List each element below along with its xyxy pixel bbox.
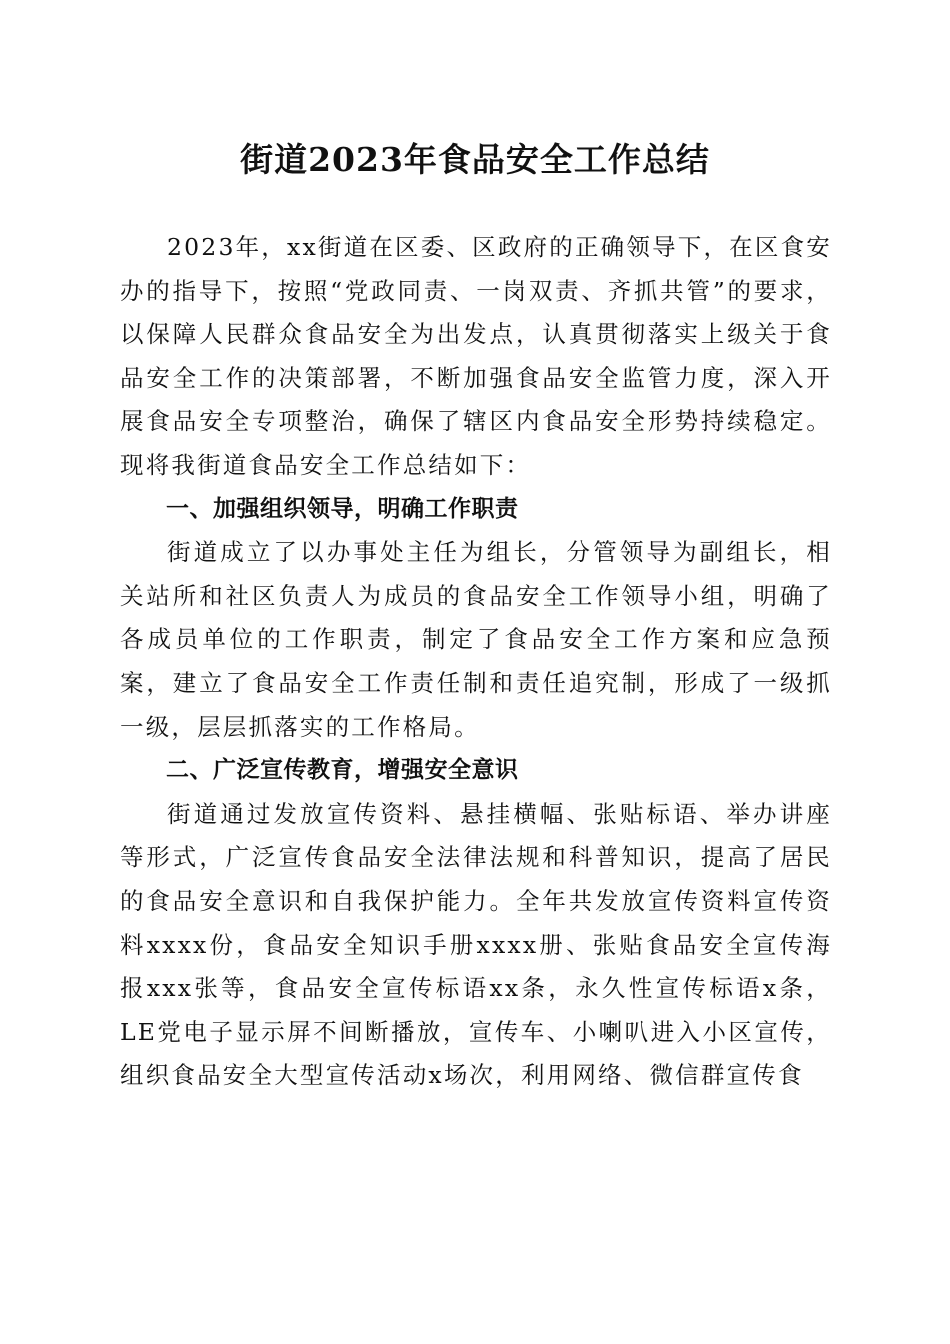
document-title: 街道2023年食品安全工作总结 — [240, 140, 710, 179]
section-2-heading: 二、广泛宣传教育，增强安全意识 — [166, 757, 519, 784]
document-body — [120, 226, 832, 1098]
section-2-paragraph: 街道通过发放宣传资料、悬挂横幅、张贴标语、举办讲座等形式，广泛宣传食品安全法律法规和科普知识，提高了居民的食品安全意识和自我保护能力。全年共发放宣传资料宣传资料xxxx份，食品安全知识手册xxxx册、张贴食品安全宣传海报xxx张等，食品安全宣传标语xx条，永久性宣传标语x条，LE党电子显示屏不间断播放，宣传车、小喇叭进入小区宣传，组织食品安全大型宣传活动x场次，利用网络、微信群宣传食 — [120, 799, 832, 1090]
section-1-paragraph: 街道成立了以办事处主任为组长，分管领导为副组长，相关站所和社区负责人为成员的食品安全工作领导小组，明确了各成员单位的工作职责，制定了食品安全工作方案和应急预案，建立了食品安全工作责任制和责任追究制，形成了一级抓一级，层层抓落实的工作格局。 — [120, 538, 832, 741]
intro-paragraph: 2023年，xx街道在区委、区政府的正确领导下，在区食安办的指导下，按照“党政同责、一岗双责、齐抓共管”的要求，以保障人民群众食品安全为出发点，认真贯彻落实上级关于食品安全工作的决策部署，不断加强食品安全监管力度，深入开展食品安全专项整治，确保了辖区内食品安全形势持续稳定。现将我街道食品安全工作总结如下： — [120, 233, 832, 479]
section-1-heading: 一、加强组织领导，明确工作职责 — [166, 495, 519, 522]
